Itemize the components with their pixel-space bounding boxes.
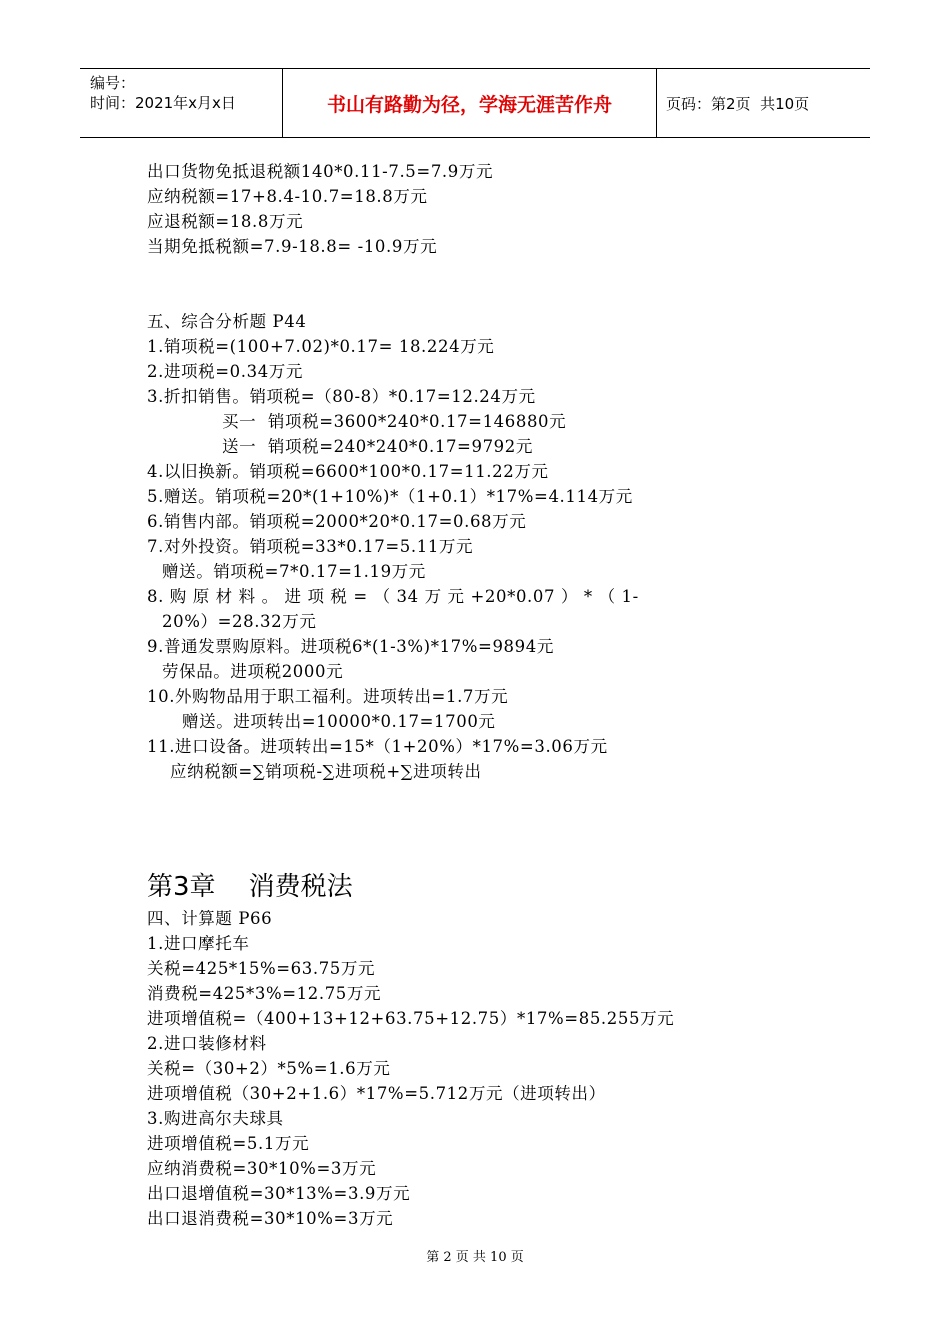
text-line: 应纳税额=17+8.4-10.7=18.8万元: [147, 187, 428, 206]
text-line: 应退税额=18.8万元: [147, 212, 304, 231]
text-line: 出口退消费税=30*10%=3万元: [147, 1209, 394, 1228]
text-line: 送一 销项税=240*240*0.17=9792元: [222, 437, 533, 456]
section-heading: 五、综合分析题 P44: [147, 312, 307, 331]
text-line: 2.进口装修材料: [147, 1034, 267, 1053]
chapter-title: 第3章 消费税法: [147, 872, 353, 902]
text-line: 关税=（30+2）*5%=1.6万元: [147, 1059, 391, 1078]
text-line: 出口货物免抵退税额140*0.11-7.5=7.9万元: [147, 162, 494, 181]
page-info: 页码：第2页 共10页: [666, 95, 810, 113]
text-line: 8. 购 原 材 料 。 进 项 税 = （ 34 万 元 +20*0.07 ） * （ 1-: [147, 587, 639, 606]
text-line: 5.赠送。销项税=20*(1+10%)*（1+0.1）*17%=4.114万元: [147, 487, 633, 506]
formula-line: 应纳税额=∑销项税-∑进项税+∑进项转出: [170, 762, 482, 781]
text-line: 关税=425*15%=63.75万元: [147, 959, 376, 978]
text-line: 劳保品。进项税2000元: [162, 662, 344, 681]
text-line: 1.销项税=(100+7.02)*0.17= 18.224万元: [147, 337, 495, 356]
text-line: 应纳消费税=30*10%=3万元: [147, 1159, 377, 1178]
text-line: 赠送。进项转出=10000*0.17=1700元: [182, 712, 496, 731]
text-line: 进项增值税=（400+13+12+63.75+12.75）*17%=85.255万元: [147, 1009, 675, 1028]
text-line: 当期免抵税额=7.9-18.8= -10.9万元: [147, 237, 438, 256]
section-heading: 四、计算题 P66: [147, 909, 273, 928]
text-line: 6.销售内部。销项税=2000*20*0.17=0.68万元: [147, 512, 527, 531]
text-line: 买一 销项税=3600*240*0.17=146880元: [222, 412, 567, 431]
header-motto: 书山有路勤为径，学海无涯苦作舟: [282, 69, 657, 137]
text-line: 20%）=28.32万元: [162, 612, 317, 631]
text-line: 消费税=425*3%=12.75万元: [147, 984, 382, 1003]
text-line: 3.折扣销售。销项税=（80-8）*0.17=12.24万元: [147, 387, 536, 406]
number-label: 编号：: [90, 74, 136, 92]
text-line: 4.以旧换新。销项税=6600*100*0.17=11.22万元: [147, 462, 549, 481]
text-line: 10.外购物品用于职工福利。进项转出=1.7万元: [147, 687, 509, 706]
text-line: 出口退增值税=30*13%=3.9万元: [147, 1184, 411, 1203]
text-line: 7.对外投资。销项税=33*0.17=5.11万元: [147, 537, 474, 556]
page-footer: 第 2 页 共 10 页: [426, 1250, 524, 1265]
text-line: 1.进口摩托车: [147, 934, 250, 953]
text-line: 进项增值税=5.1万元: [147, 1134, 310, 1153]
text-line: 11.进口设备。进项转出=15*（1+20%）*17%=3.06万元: [147, 737, 608, 756]
text-line: 9.普通发票购原料。进项税6*(1-3%)*17%=9894元: [147, 637, 554, 656]
text-line: 进项增值税（30+2+1.6）*17%=5.712万元（进项转出）: [147, 1084, 606, 1103]
date-line: 时间：2021年x月x日: [90, 94, 236, 112]
text-line: 2.进项税=0.34万元: [147, 362, 304, 381]
text-line: 3.购进高尔夫球具: [147, 1109, 284, 1128]
text-line: 赠送。销项税=7*0.17=1.19万元: [162, 562, 426, 581]
